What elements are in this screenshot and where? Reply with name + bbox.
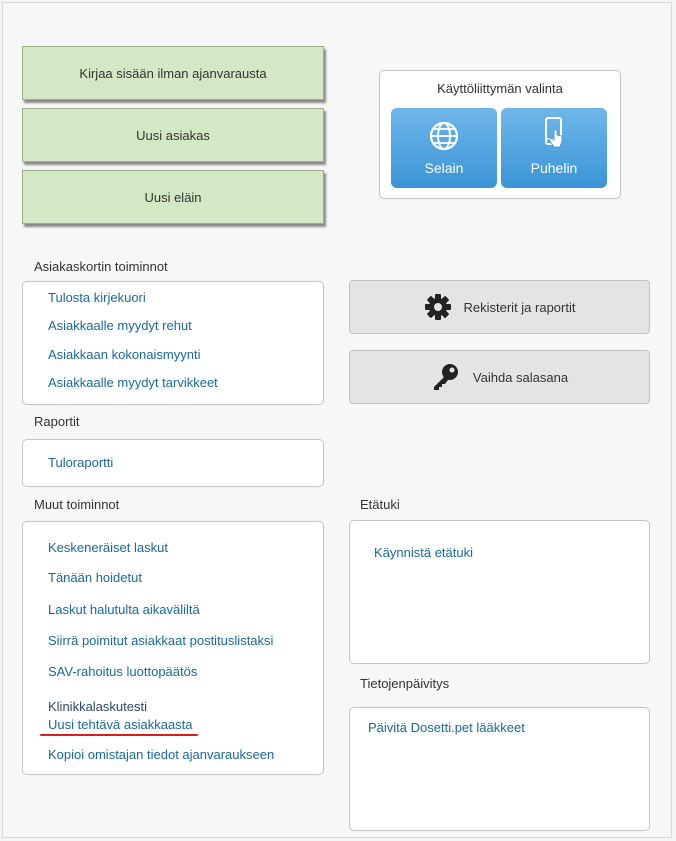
ui-choice-title: Käyttöliittymän valinta (437, 81, 563, 96)
key-icon (431, 362, 461, 392)
link-to-mailing-list[interactable]: Siirrä poimitut asiakkaat postituslistaksi (48, 633, 274, 648)
red-underline-annotation (40, 734, 198, 736)
other-functions-panel (22, 521, 324, 775)
browser-label: Selain (424, 160, 464, 176)
walk-in-button[interactable]: Kirjaa sisään ilman ajanvarausta (22, 46, 324, 100)
data-update-title: Tietojenpäivitys (360, 676, 450, 691)
gear-icon (424, 293, 452, 321)
customer-card-title: Asiakaskortin toiminnot (34, 259, 168, 274)
registers-reports-label: Rekisterit ja raportit (463, 299, 576, 315)
new-customer-button[interactable]: Uusi asiakas (22, 108, 324, 162)
link-new-task[interactable]: Uusi tehtävä asiakkaasta (48, 717, 193, 732)
link-sav-financing[interactable]: SAV-rahoitus luottopäätös (48, 664, 198, 679)
remote-support-panel (349, 520, 650, 664)
link-unfinished-invoices[interactable]: Keskeneräiset laskut (48, 540, 168, 555)
change-password-label: Vaihda salasana (472, 369, 569, 385)
phone-tile[interactable] (501, 108, 607, 188)
ui-choice-panel (379, 70, 621, 199)
link-invoices-by-period[interactable]: Laskut halutulta aikaväliltä (48, 602, 200, 617)
link-copy-owner-info[interactable]: Kopioi omistajan tiedot ajanvaraukseen (48, 747, 275, 762)
remote-support-title: Etätuki (360, 497, 400, 512)
new-animal-button[interactable]: Uusi eläin (22, 170, 324, 224)
browser-tile[interactable] (391, 108, 497, 188)
registers-reports-button[interactable] (349, 280, 650, 334)
globe-icon (428, 120, 460, 152)
link-treated-today[interactable]: Tänään hoidetut (48, 570, 142, 585)
other-functions-title: Muut toiminnot (34, 497, 120, 512)
link-start-remote-support[interactable]: Käynnistä etätuki (374, 545, 474, 560)
link-sold-supplies[interactable]: Asiakkaalle myydyt tarvikkeet (48, 375, 218, 390)
reports-title: Raportit (34, 414, 80, 429)
link-total-sales[interactable]: Asiakkaan kokonaismyynti (48, 347, 201, 362)
link-print-envelope[interactable]: Tulosta kirjekuori (48, 290, 146, 305)
phone-label: Puhelin (530, 160, 578, 176)
link-income-report[interactable]: Tuloraportti (48, 455, 114, 470)
link-clinic-billing-test[interactable]: Klinikkalaskutesti (48, 699, 147, 714)
link-sold-feeds[interactable]: Asiakkaalle myydyt rehut (48, 318, 192, 333)
phone-touch-icon (542, 116, 566, 150)
link-update-dosetti[interactable]: Päivitä Dosetti.pet lääkkeet (368, 720, 525, 735)
change-password-button[interactable] (349, 350, 650, 404)
